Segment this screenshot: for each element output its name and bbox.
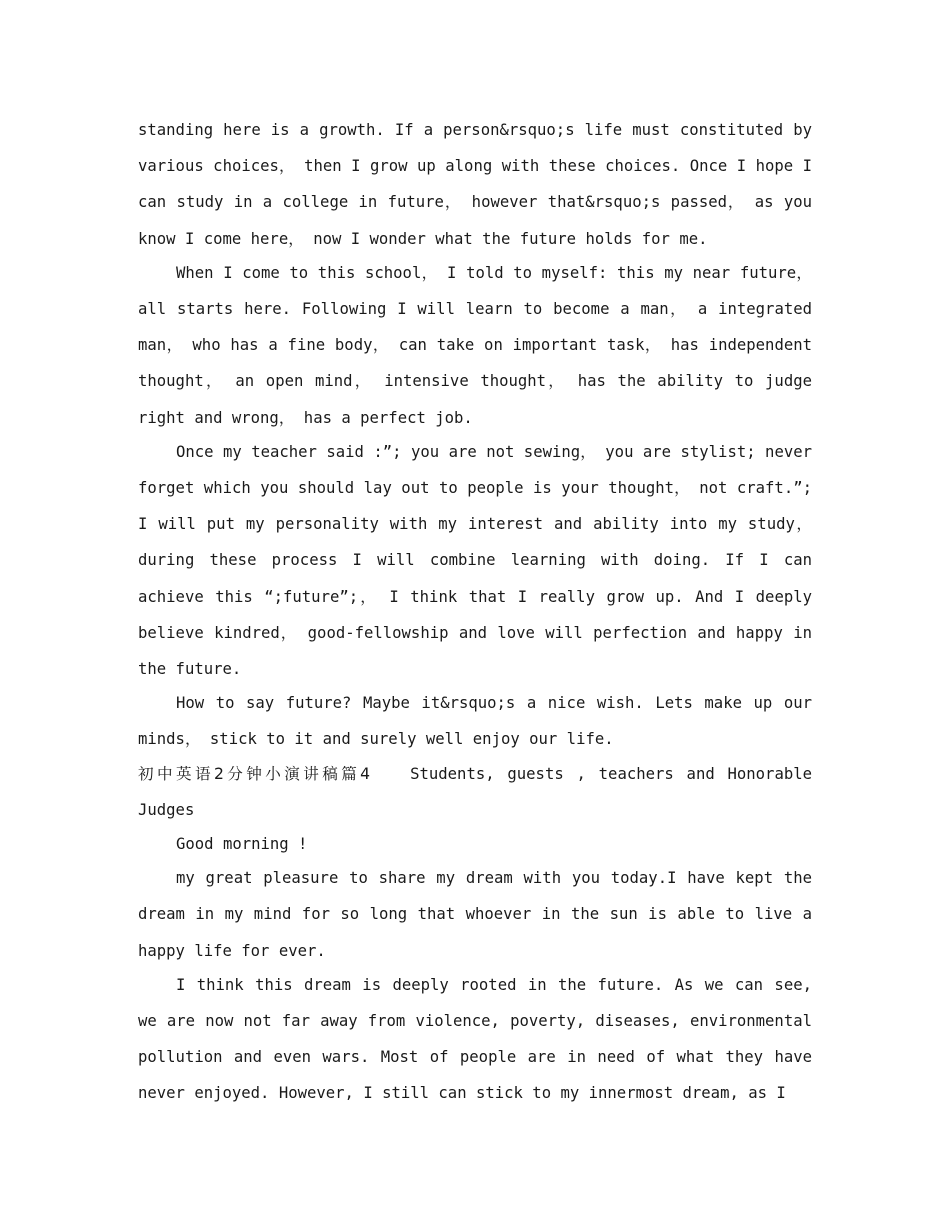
paragraph-7: I think this dream is deeply rooted in the future. As we can see, we are now not far away from violence, poverty, diseases, environmental pollution and even wars. Most of people are in need of what they have never enjoyed. However, I still can stick to my innermost dream, as I xyxy=(138,975,812,1103)
paragraph-5: Good morning ! xyxy=(176,835,308,854)
document-page xyxy=(138,112,812,1110)
paragraph-4: How to say future? Maybe it&rsquo;s a nice wish. Lets make up our minds， stick to it and surely well enjoy our life. xyxy=(138,694,812,749)
paragraph-3: Once my teacher said :”; you are not sewing， you are stylist; never forget which you should lay out to people is your thought， not craft.”; I will put my personality with my interest and ability into my study， during these process I will combine learning with doing. If I can achieve this “;future”;， I think that I really grow up. And I deeply believe kindred， good-fellowship and love will perfection and happy in the future. xyxy=(138,442,812,679)
section-title: 初中英语2分钟小演讲稿篇4 xyxy=(138,764,371,783)
paragraph-1: standing here is a growth. If a person&rsquo;s life must constituted by various choices， then I grow up along with these choices. Once I hope I can study in a college in future， however that&rsquo;s passed， as you know I come here， now I wonder what the future holds for me. xyxy=(138,121,812,248)
paragraph-6: my great pleasure to share my dream with you today.I have kept the dream in my mind for so long that whoever in the sun is able to live a happy life for ever. xyxy=(138,869,812,960)
section-greeting: Students, guests , teachers and Honorable Judges xyxy=(138,764,812,819)
section-heading xyxy=(138,756,812,828)
paragraph-2: When I come to this school， I told to myself: this my near future， all starts here. Following I will learn to become a man， a integrated man， who has a fine body， can take on important task， has independent thought， an open mind， intensive thought， has the ability to judge right and wrong， has a perfect job. xyxy=(138,263,812,427)
